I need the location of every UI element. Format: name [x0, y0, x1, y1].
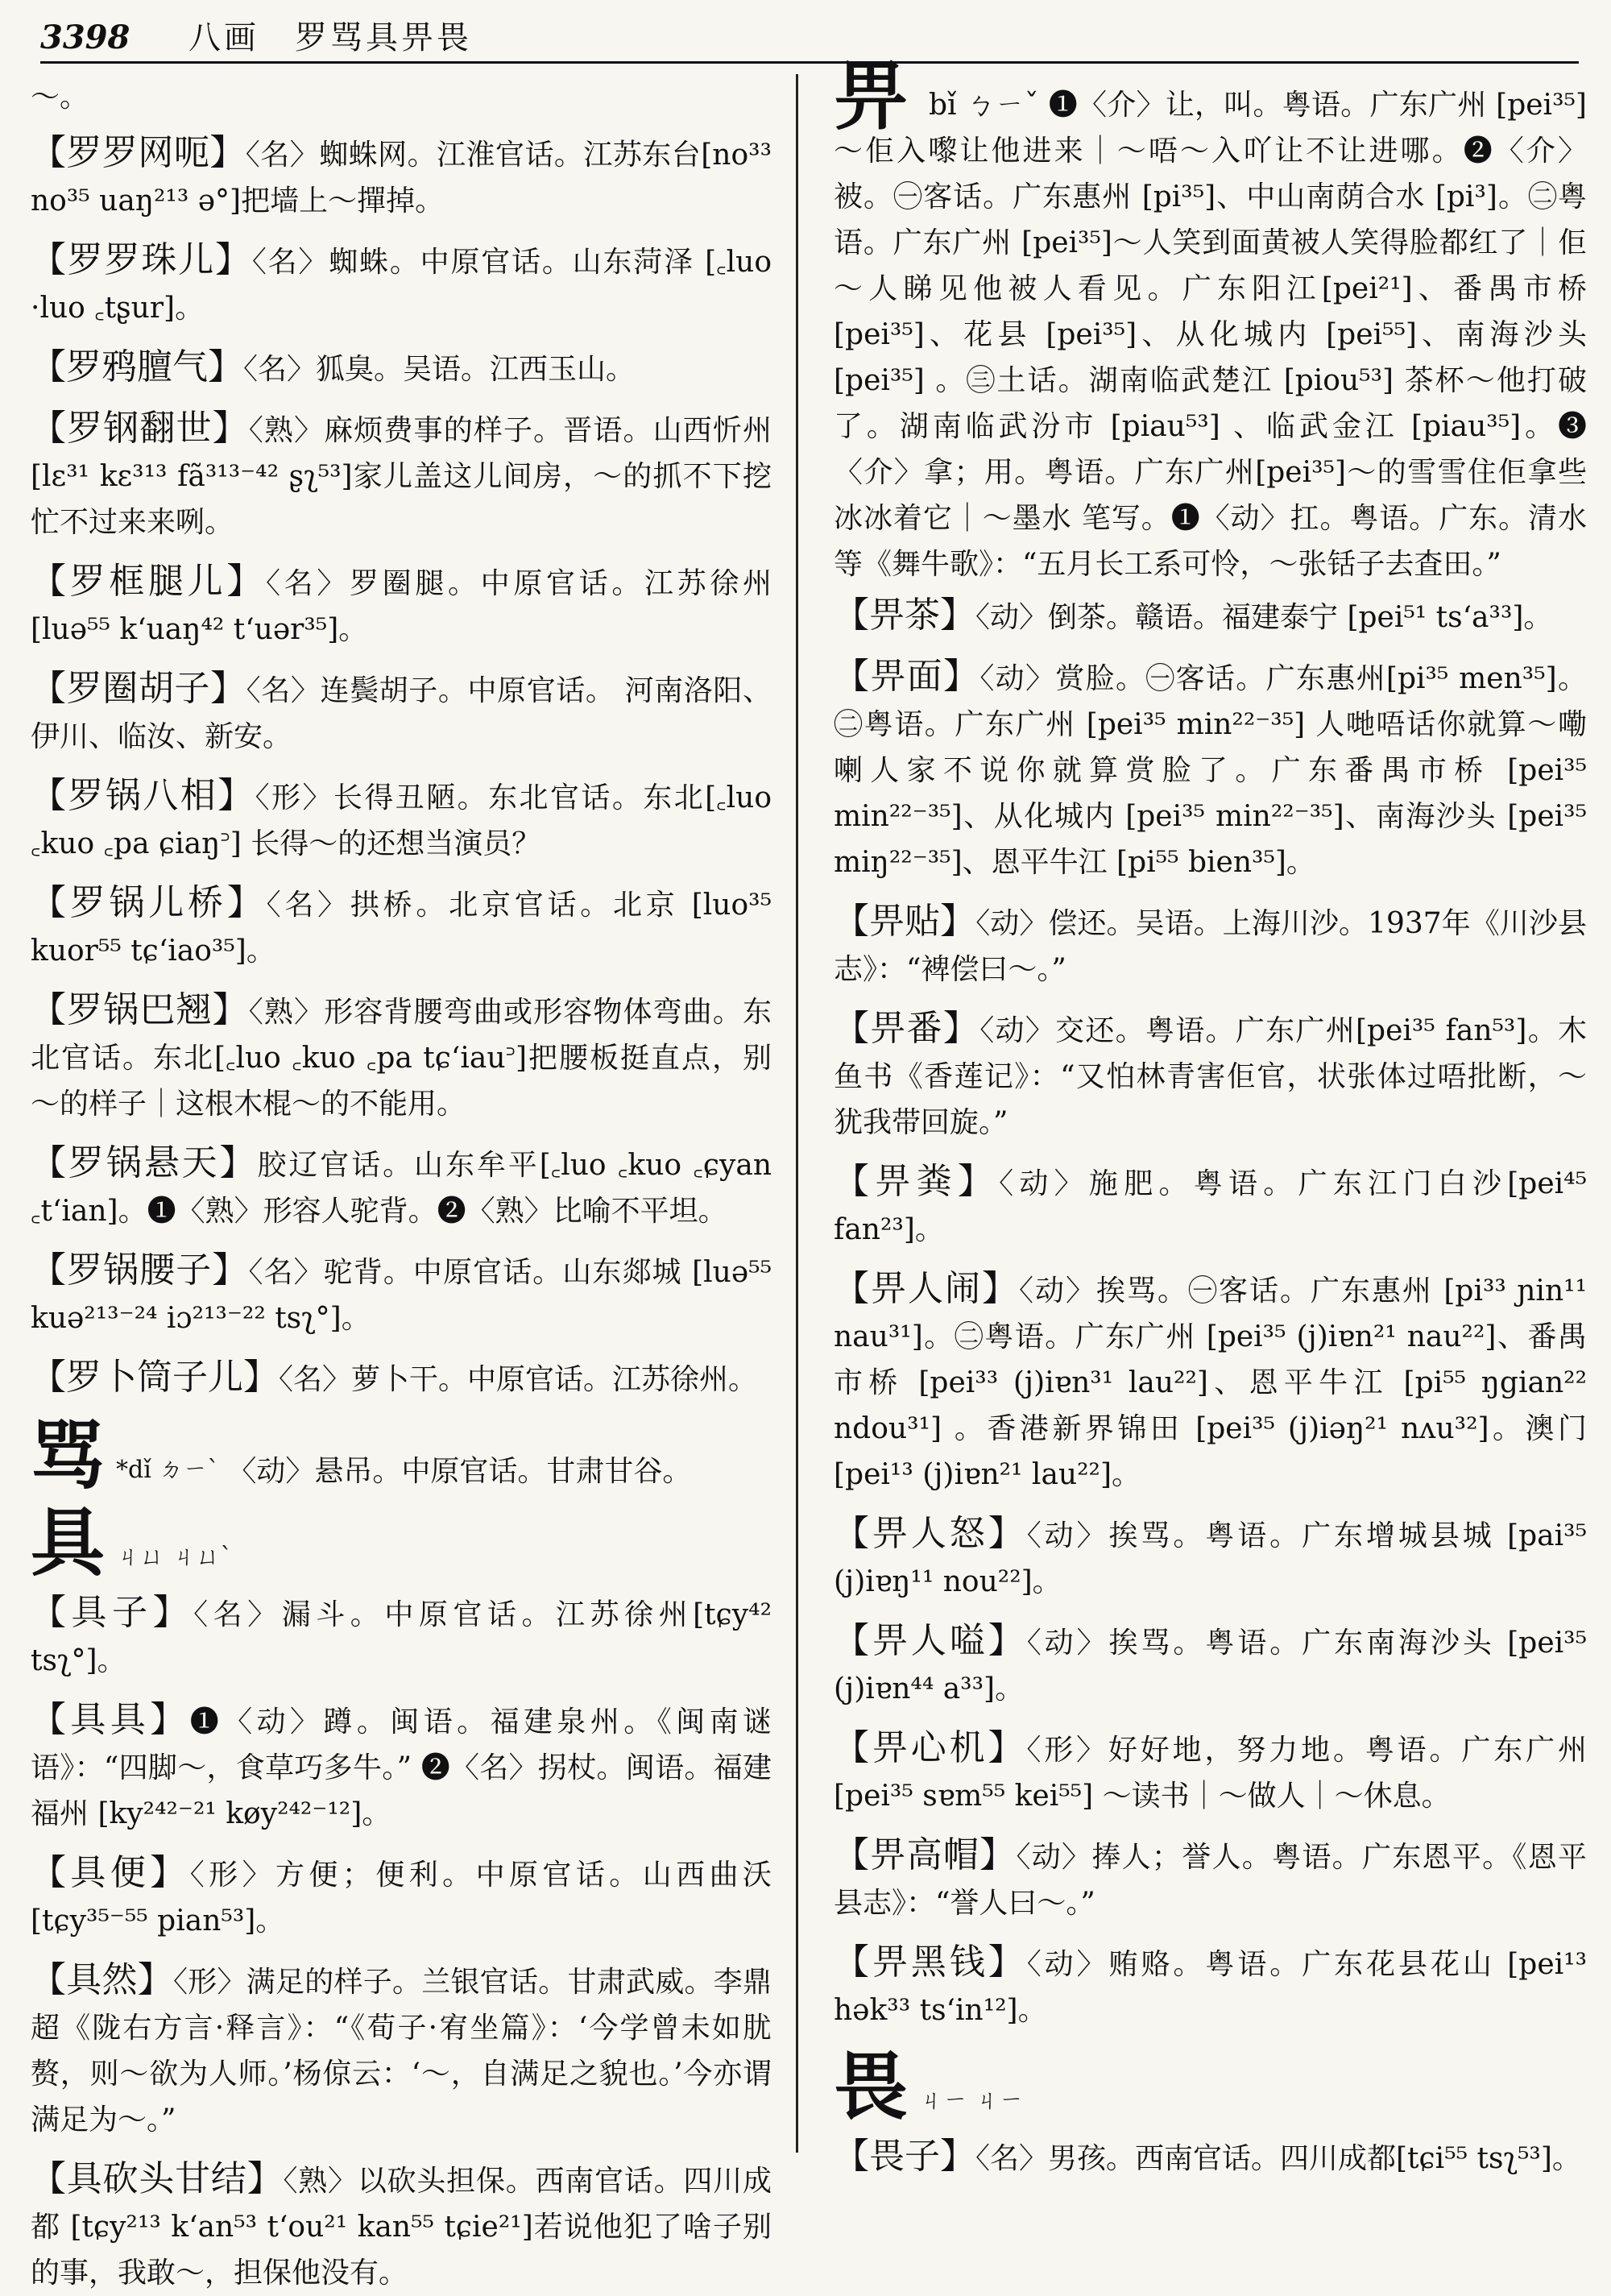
entry-definition: 〈名〉萝卜干。中原官话。江苏徐州。: [279, 1363, 758, 1396]
bi-entries: [834, 592, 1587, 2033]
entry-definition: 〈熟〉麻烦费事的样子。晋语。山西忻州 [lɛ³¹ kɛ³¹³ fã³¹³⁻⁴² ʂʅ⁵³]家儿盖这儿间房，～的抓不下挖忙不过来来咧。: [31, 414, 772, 539]
entry-definition: 〈名〉拱桥。北京官话。北京 [luo³⁵ kuor⁵⁵ tɕ‘iao³⁵]。: [31, 889, 772, 968]
continuation-text: ～。: [31, 81, 89, 114]
dictionary-entry: [31, 1957, 772, 2143]
entry-headword: 【畀粪】: [834, 1161, 1000, 1202]
head-character-reading: *dǐ ㄉㄧˋ: [116, 1456, 220, 1484]
head-character-ma: [31, 1412, 772, 1499]
wei-entries: [834, 2133, 1587, 2182]
entry-headword: 【罗锅儿桥】: [31, 882, 267, 923]
entry-definition: 〈熟〉以砍头担保。西南官话。四川成都 [tɕy²¹³ k‘an⁵³ t‘ou²¹ kan⁵⁵ tɕie²¹]若说他犯了啥子别的事，我敢～，担保他没有。: [31, 2165, 772, 2290]
dictionary-entry: [834, 1511, 1587, 1605]
entry-headword: 【畀人怒】: [834, 1513, 1027, 1554]
entry-headword: 【具砍头甘结】: [31, 2158, 284, 2199]
entry-headword: 【畀贴】: [834, 901, 976, 942]
entry-headword: 【具子】: [31, 1592, 194, 1633]
entry-definition: 〈动〉偿还。吴语。上海川沙。1937年《川沙县志》：“裨偿曰～。”: [834, 907, 1588, 986]
entry-definition: 〈名〉驼背。中原官话。山东郯城 [luə⁵⁵ kuə²¹³⁻²⁴ iɔ²¹³⁻²² tsʅ°]。: [31, 1256, 772, 1335]
head-character-bi: [834, 53, 1587, 587]
dictionary-entry: [31, 1140, 772, 1234]
entry-definition: 〈熟〉形容背腰弯曲或形容物体弯曲。东北官话。东北[꜀luo ꜀kuo ꜀pa tɕ‘iau꜄]把腰板挺直点，别～的样子｜这根木棍～的不能用。: [31, 996, 772, 1121]
head-character-reading: ㄐㄧ ㄐㄧ: [919, 2087, 1024, 2115]
dictionary-entry: [31, 773, 772, 867]
entry-headword: 【罗框腿儿】: [31, 561, 266, 602]
entry-definition: 〈名〉漏斗。中原官话。江苏徐州[tɕy⁴² tsʅ°]。: [31, 1598, 772, 1677]
entry-headword: 【畀心机】: [834, 1727, 1027, 1768]
entry-definition: 〈名〉罗圈腿。中原官话。江苏徐州[luə⁵⁵ k‘uaŋ⁴² t‘uər³⁵]。: [31, 567, 772, 646]
entry-headword: 【罗钢翻世】: [31, 408, 249, 449]
entry-headword: 【畀人闹】: [834, 1268, 1019, 1309]
head-character-definition: ❶〈介〉让，叫。粤语。广东广州 [pei³⁵] ～佢入嚟让他进来｜～唔～入吖让不让进哪。❷〈介〉被。㊀客话。广东惠州 [pi³⁵]、中山南荫合水 [pi³]。㊁粤语。广东广州 [pei³⁵]～人笑到面黄被人笑得脸都红了｜佢～人睇见他被人看见。广东阳江[pei²¹]、番禺市桥[pei³⁵]、花县 [pei³⁵]、从化城内 [pei⁵⁵]、南海沙头 [pei³⁵] 。㊂土话。湖南临武楚江 [piou⁵³] 茶杯～他打破了。湖南临武汾市 [piau⁵³] 、临武金江 [piau³⁵]。❸〈介〉拿；用。粤语。广东广州[pei³⁵]～的雪雪住佢拿些冰冰着它｜～墨水 笔写。❶〈动〉扛。粤语。广东。清水等《舞牛歌》：“五月长工系可怜，～张铦子去査田。”: [834, 89, 1587, 581]
dictionary-entry: [31, 1589, 772, 1684]
head-character-wei: [834, 2043, 1587, 2130]
entry-headword: 【罗罗网呃】: [31, 132, 246, 173]
dictionary-entry: [834, 1725, 1587, 1819]
entry-definition: 〈名〉狐臭。吴语。江西玉山。: [243, 353, 636, 386]
dictionary-entry: [31, 130, 772, 224]
dictionary-entry: [31, 987, 772, 1127]
dictionary-entry: [31, 1247, 772, 1341]
dictionary-entry: [834, 1266, 1587, 1498]
entry-headword: 【罗锅悬天】: [31, 1142, 258, 1183]
head-character-reading: bǐ ㄅㄧˇ: [928, 89, 1039, 122]
entry-definition: 〈动〉贿赂。粤语。广东花县花山 [pei¹³ hək³³ ts‘in¹²]。: [834, 1948, 1588, 2027]
entry-definition: 〈名〉男孩。西南官话。四川成都[tɕi⁵⁵ tsʅ⁵³]。: [975, 2142, 1581, 2175]
entry-definition: 〈动〉倒茶。赣语。福建泰宁 [pei⁵¹ ts‘a³³]。: [975, 601, 1553, 634]
head-character-ju: [31, 1499, 772, 1586]
entry-headword: 【畀茶】: [834, 595, 975, 636]
entry-definition: 〈形〉方便；便利。中原官话。山西曲沃 [tɕy³⁵⁻⁵⁵ pian⁵³]。: [31, 1859, 772, 1938]
page-running-title: 八画 罗骂具畀畏: [188, 19, 473, 56]
left-column: [31, 74, 772, 2290]
entry-headword: 【畀高帽】: [834, 1834, 1017, 1875]
entry-headword: 【罗锅八相】: [31, 775, 255, 816]
entry-headword: 【具便】: [31, 1852, 190, 1893]
entry-definition: 〈形〉满足的样子。兰银官话。甘肃武威。李鼎超《陇右方言·释言》：“《荀子·宥坐篇》：‘今学曾未如肬赘，则～欲为人师。’杨倞云：‘～，自满足之貌也。’今亦谓满足为～。”: [31, 1966, 772, 2136]
dictionary-entry: [834, 1005, 1587, 1146]
entry-definition: 〈形〉长得丑陋。东北官话。东北[꜀luo ꜀kuo ꜀pa ɕiaŋ꜄] 长得～的还想当演员？: [31, 781, 772, 860]
dictionary-entry: [31, 1697, 772, 1837]
entry-headword: 【畏子】: [834, 2136, 975, 2177]
dictionary-entry: [31, 1850, 772, 1944]
page-number: 3398: [40, 19, 130, 56]
entry-definition: 〈动〉挨骂。粤语。广东增城县城 [pai³⁵ (j)iɐŋ¹¹ nou²²]。: [834, 1519, 1588, 1598]
dictionary-entry: [31, 880, 772, 974]
entry-definition: 胶辽官话。山东牟平[꜀luo ꜀kuo ꜀ɕyan ꜀t‘ian]。❶〈熟〉形容人驼背。❷〈熟〉比喻不平坦。: [31, 1149, 772, 1228]
entry-definition: 〈动〉挨骂。粤语。广东南海沙头 [pei³⁵ (j)iɐn⁴⁴ a³³]。: [834, 1627, 1588, 1705]
entry-definition: 〈名〉蜘蛛。中原官话。山东菏泽 [꜀luo ·luo ꜀tʂur]。: [31, 246, 772, 325]
entry-headword: 【罗卜筒子儿】: [31, 1357, 279, 1398]
entry-definition: 〈名〉连鬓胡子。中原官话。 河南洛阳、伊川、临汝、新安。: [31, 674, 772, 753]
entry-definition: 〈动〉赏脸。㊀客话。广东惠州[pi³⁵ men³⁵]。㊁粤语。广东广州 [pei³⁵ min²²⁻³⁵] 人哋唔话你就算～嘞喇人家不说你就算赏脸了。广东番禺市桥 [pei³⁵ min²²⁻³⁵]、从化城内 [pei³⁵ min²²⁻³⁵]、南海沙头 [pei³⁵ miŋ²²⁻³⁵]、恩平牛江 [pi⁵⁵ bien³⁵]。: [834, 662, 1587, 879]
entry-headword: 【具然】: [31, 1959, 173, 2000]
dictionary-entry: [834, 1618, 1587, 1712]
entry-definition: 〈名〉蜘蛛网。江淮官话。江苏东台[no³³ no³⁵ uaŋ²¹³ ə°]把墙上～撣掉。: [31, 139, 772, 218]
head-character-reading: ㄐㄩ ㄐㄩˋ: [116, 1543, 233, 1571]
entry-headword: 【畀番】: [834, 1008, 980, 1049]
entry-headword: 【罗锅巴翘】: [31, 989, 249, 1030]
dictionary-entry: [834, 1158, 1587, 1253]
dictionary-entry: [31, 1354, 772, 1403]
dictionary-entry: [31, 237, 772, 331]
entry-headword: 【罗锅腰子】: [31, 1250, 249, 1291]
entry-definition: ❶〈动〉蹲。闽语。福建泉州。《闽南谜语》：“四脚～，食草巧多牛。” ❷〈名〉拐杖。闽语。福建福州 [ky²⁴²⁻²¹ køy²⁴²⁻¹²]。: [31, 1705, 772, 1830]
dictionary-entry: [31, 665, 772, 760]
dictionary-entry: [834, 1832, 1587, 1926]
dictionary-entry: [834, 898, 1587, 993]
luo-entries: [31, 130, 772, 1403]
dictionary-entry: [834, 2133, 1587, 2182]
entry-definition: 〈动〉交还。粤语。广东广州[pei³⁵ fan⁵³]。木鱼书《香莲记》：“又怕林青害佢官，状张体过唔批断，～犹我带回旋。”: [834, 1014, 1587, 1139]
head-character: 畀: [834, 53, 909, 140]
entry-definition: 〈动〉挨骂。㊀客话。广东惠州 [pi³³ ɲin¹¹ nau³¹]。㊁粤语。广东广州 [pei³⁵ (j)iɐn²¹ nau²²]、番禺市桥 [pei³³ (j)iɐn³¹ lau²²]、恩平牛江 [pi⁵⁵ ŋgian²² ndou³¹] 。香港新界锦田 [pei³⁵ (j)iəŋ²¹ nʌu³²]。澳门[pei¹³ (j)iɐn²¹ lau²²]。: [834, 1274, 1587, 1491]
head-character-definition: 〈动〉悬吊。中原官话。甘肃甘谷。: [227, 1455, 692, 1488]
entry-headword: 【畀面】: [834, 656, 980, 697]
dictionary-entry: [834, 653, 1587, 885]
column-divider: [796, 74, 798, 2153]
dictionary-entry: [31, 405, 772, 545]
dictionary-entry: [31, 558, 772, 653]
dictionary-entry: [834, 1939, 1587, 2033]
head-character: 畏: [834, 2043, 909, 2130]
dictionary-entry: [31, 344, 772, 392]
entry-headword: 【畀人嗌】: [834, 1620, 1027, 1661]
page-header: [40, 15, 1579, 64]
entry-headword: 【罗圈胡子】: [31, 668, 246, 709]
entry-headword: 【畀黑钱】: [834, 1942, 1027, 1983]
entry-definition: 〈动〉施肥。粤语。广东江门白沙[pei⁴⁵ fan²³]。: [834, 1167, 1588, 1246]
dictionary-entry: [31, 2156, 772, 2296]
entry-headword: 【具具】: [31, 1699, 190, 1740]
ju-entries: [31, 1589, 772, 2296]
head-character: 骂: [31, 1412, 106, 1499]
entry-definition: 〈形〉好好地，努力地。粤语。广东广州 [pei³⁵ sɐm⁵⁵ kei⁵⁵] ～读书｜～做人｜～休息。: [834, 1734, 1587, 1813]
entry-headword: 【罗鸦膻气】: [31, 346, 243, 388]
dictionary-entry: [834, 592, 1587, 640]
entry-definition: 〈动〉捧人；誉人。粤语。广东恩平。《恩平县志》：“誉人曰～。”: [834, 1841, 1587, 1920]
right-column: [834, 53, 1588, 2177]
entry-headword: 【罗罗珠儿】: [31, 239, 252, 280]
head-character: 具: [31, 1499, 106, 1586]
